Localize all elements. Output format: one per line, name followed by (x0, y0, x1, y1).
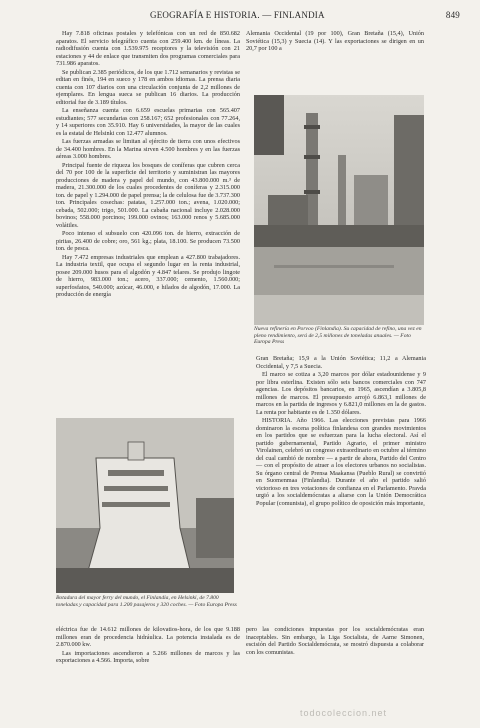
ferry-photo (56, 418, 234, 593)
paragraph: Hay 7.818 oficinas postales y telefónicas con un red de 850.682 aparatos. El servicio telegráfico cuenta con 259.400 km. de líneas. La radiodifusión cuenta con 1.539.975 receptores y la televisión con 21 estaciones y 44 de enlace que transmiten dos programas comerciales para 731.986 aparatos. (56, 30, 240, 67)
paragraph: El marco se cotiza a 3,20 marcos por dólar estadounidense y 9 por libra esterlina. Existen sólo seis bancos comerciales con 747 agencias. Los depósitos bancarios, en 1965, ascendían a 3.805,8 millones de marcos. El presupuesto arrojó 6.863,1 millones de marcos en la partida de ingresos y 6.821,0 millones en la de gastos. La renta por habitante es de 1.350 dólares. (256, 371, 426, 416)
running-title: GEOGRAFÍA E HISTORIA. — FINLANDIA (150, 10, 325, 20)
refinery-caption: Nueva refinería en Porvoo (Finlandia). Su capacidad de refino, una vez en pleno rendimiento, será de 2,5 millones de toneladas anuales. — Foto Europa Press (254, 326, 422, 346)
watermark: todocoleccion.net (300, 708, 388, 718)
paragraph: Principal fuente de riqueza los bosques de coníferas que cubren cerca del 70 por 100 de la superficie del territorio y suministran las mayores producciones de madera y papel del mundo, con 43.800.000 m.³ de madera, 21.300.000 de los cuales procedentes de coníferas y 2.315.000 ton. de papel y 1.294.000 de papel prensa; la de celulosa fue de 3.737.300 ton. Principales cosechas: patatas, 1.257.000 ton.; avena, 1.020.000; cebada, 502.000; trigo, 501.000. La cabaña nacional incluye 2.028.000 bovinos; 558.000 porcinos; 199.000 ovinos; 163.000 renos y 5.685.000 volátiles. (56, 161, 240, 229)
refinery-illustration (254, 95, 424, 325)
paragraph: HISTORIA. Año 1966. Las elecciones previstas para 1966 dominaron la escena política finlandesa con grandes movimientos en los partidos que se esfuerzan para la lucha electoral. Así el partido gubernamental, Partido Agrario, el primer ministro Virolainen, celebró un congreso extraordinario en octubre al término del cual cambió de nombre — a partir de ahora, Partido del Centro — con el propósito de atraer a los electores urbanos no socialistas. Su órgano central de Prensa Maakansa (Pueblo Rural) se convirtió en Suomenmaa (Finlandia). Durante el año el partido salió victorioso en tres votaciones de confianza en el Parlamento. Pravda urgió a los socialdemócratas a aliarse con la Unión Democrática Popular (comunista), el grupo político de oposición más importante, (256, 417, 426, 507)
paragraph: Alemania Occidental (19 por 100), Gran Bretaña (15,4), Unión Soviética (15,3) y Suecia (14). Y las exportaciones se dirigen en un 20,7 por 100 a (246, 30, 424, 52)
column-right-middle (256, 355, 426, 508)
refinery-photo (254, 95, 424, 325)
paragraph: Se publican 2.385 periódicos, de los que 1.712 semanarios y revistas se editan en finés, 194 en sueco y 178 en ambos idiomas. La prensa diaria cuenta con 107 diarios con una circulación conjunta de 2,2 millones de ejemplares. En lengua sueca se publican 16 diarios. La producción editorial fue de 3.189 títulos. (56, 68, 240, 106)
paragraph: eléctrica fue de 14.612 millones de kilovatios-hora, de los que 9.188 millones eran de procedencia hidráulica. La potencia instalada es de 2.870.000 kw. (56, 626, 240, 648)
column-left-top (56, 30, 240, 300)
paragraph: Poco intenso el subsuelo con 420.096 ton. de hierro, extracción de piritas, 26.400 de cobre; oro, 561 kg.; plata, 18.100. Se producen 73.500 ton. de pesca. (56, 230, 240, 252)
ferry-illustration (56, 418, 234, 593)
page-number: 849 (445, 10, 460, 20)
column-bottom-left (56, 626, 240, 666)
paragraph: Gran Bretaña; 15,9 a la Unión Soviética; 11,2 a Alemania Occidental, y 7,5 a Suecia. (256, 355, 426, 370)
paragraph: Las importaciones ascendieron a 5.266 millones de marcos y las exportaciones a 4.566. Importa, sobre (56, 649, 240, 664)
paragraph: La enseñanza cuenta con 6.659 escuelas primarias con 565.407 estudiantes; 577 secundarias con 258.167; 652 profesionales con 77.264, y 14 superiores con 35.910. Hay 6 universidades, la mayor de las cuales es la estatal de Helsinki con 12.477 alumnos. (56, 107, 240, 137)
paragraph: pero las condiciones impuestas por los socialdemócratas eran inaceptables. Sin embargo, la Liga Socialista, de Aarne Simonen, escisión del Partido Socialdemócrata, se mostró dispuesta a colaborar con los comunistas. (246, 626, 424, 656)
paragraph: Hay 7.472 empresas industriales que emplean a 427.800 trabajadores. La industria textil, que ocupa el segundo lugar en la renta industrial, posee 209.000 husos para el algodón y 4.847 telares. Se produjo lingote de hierro, 983.000 ton.; acero, 337.000; cemento, 1.560.000; superfosfatos, 540.000; azúcar, 46.000, e hilados de algodón, 17.000. La producción de energía (56, 253, 240, 298)
column-bottom-right (246, 626, 424, 657)
ferry-caption: Botadura del mayor ferry del mundo, el Finlandia, en Helsinki, de 7.800 toneladas y capacidad para 1.200 pasajeros y 320 coches. — Foto Europa Press (56, 595, 237, 608)
column-right-top (246, 30, 424, 54)
paragraph: Las fuerzas armadas se limitan al ejército de tierra con unos efectivos de 34.400 hombres. En la Marina sirven 4.500 hombres y en las fuerzas aéreas 3.000 hombres. (56, 138, 240, 160)
